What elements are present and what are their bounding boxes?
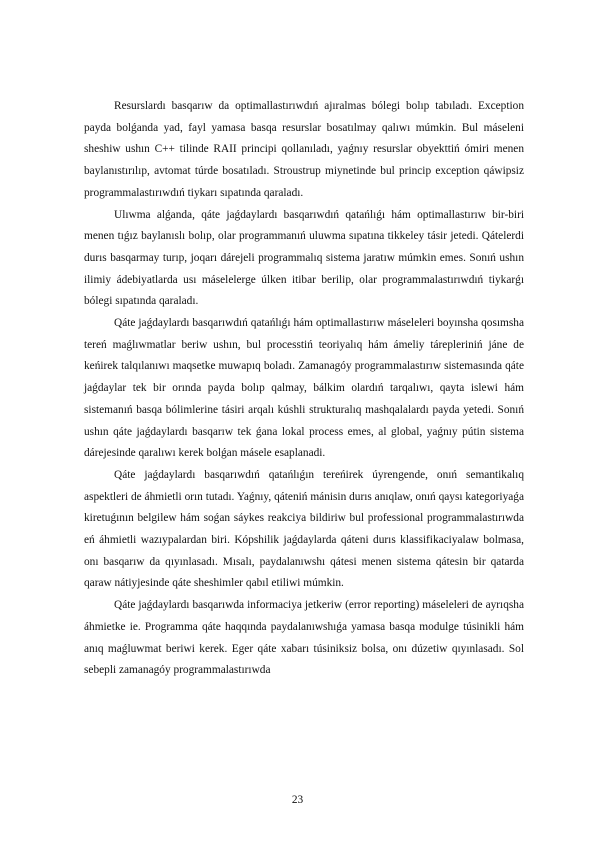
paragraph-2: Ulıwma alǵanda, qáte jaǵdaylardı basqarıwdıń qatańlıǵı hám optimallastırıw bir-biri menen tıǵız baylanıslı bolıp, olar programmanıń uluwma sıpatına tikkeley tásir jetedi. Qátelerdi durıs basqarmay turıp, joqarı dárejeli programmalıq sistema jaratıw múmkin emes. Sonıń ushın ilimiy ádebiyatlarda usı máselelerge úlken itibar berilip, olar programmalastırıwdıń tiykarǵı bólegi sıpatında qaraladı. [84, 208, 524, 308]
paragraph-1: Resurslardı basqarıw da optimallastırıwdıń ajıralmas bólegi bolıp tabıladı. Exception payda bolǵanda yad, fayl yamasa basqa resurslar bosatılmay qalıwı múmkin. Bul máseleni sheshiw ushın C++ tilinde RAII principi qollanıladı, yaǵnıy resurslar obyekttiń ómiri menen baylanıstırılıp, avtomat túrde bosatıladı. Stroustrup miynetinde bul princip exception qáwipsiz programmalastırıwdıń tiykarı sıpatında qaraladı. [84, 100, 524, 199]
paragraph-3: Qáte jaǵdaylardı basqarıwdıń qatańlıǵı hám optimallastırıw máseleleri boyınsha qosımsha tereń maǵlıwmatlar beriw ushın, bul processtiń teoriyalıq hám ámeliy tárepleriniń jáne de keńirek talqılanıwı maqsetke muwapıq boladı. Zamanagóy programmalastırıw sistemasında qáte jaǵdaylar tek bir orında payda bolıp qalmay, bálkim olardıń tarqalıwı, qayta islewi hám sistemanıń basqa bólimlerine tásiri arqalı kúshli strukturalıq mashqalalardı payda yetedi. Sonıń ushın qáte jaǵdaylardı basqarıw tek ǵana lokal process emes, al global, yaǵnıy pútin sistema dárejesinde qaralıwı kerek bolǵan másele esaplanadi. [84, 317, 524, 460]
body-text [84, 96, 524, 682]
page-number: 23 [291, 794, 304, 806]
paragraph-4: Qáte jaǵdaylardı basqarıwdıń qatańlıǵın tereńirek úyrengende, onıń semantikalıq aspektleri de áhmietli orın tutadı. Yaǵnıy, qáteniń mánisin durıs anıqlaw, onıń qaysı kategoriyaǵa kiretuǵının belgilew hám soǵan sáykes reakciya bildiriw bul professional programmalastırıwda eń áhmietli wazıypalardan biri. Kópshilik jaǵdaylarda qáteni durıs klassifikaciyalaw bolmasa, onı basqarıw da qıyınlasadı. Mısalı, paydalanıwshı qátesi menen sistema qátesin bir qatarda qaraw nátiyjesinde qáte sheshimler qabıl etiliwi múmkin. [84, 468, 524, 590]
paragraph-5: Qáte jaǵdaylardı basqarıwda informaciya jetkeriw (error reporting) máseleleri de ayrıqsha áhmietke ie. Programma qáte haqqında paydalanıwshıǵa yamasa basqa modulge túsinikli hám anıq maǵluwmat beriwi kerek. Eger qáte xabarı túsiniksiz bolsa, onı dúzetiw qıyınlasadı. Sol sebepli zamanagóy programmalastırıwda [84, 599, 524, 677]
